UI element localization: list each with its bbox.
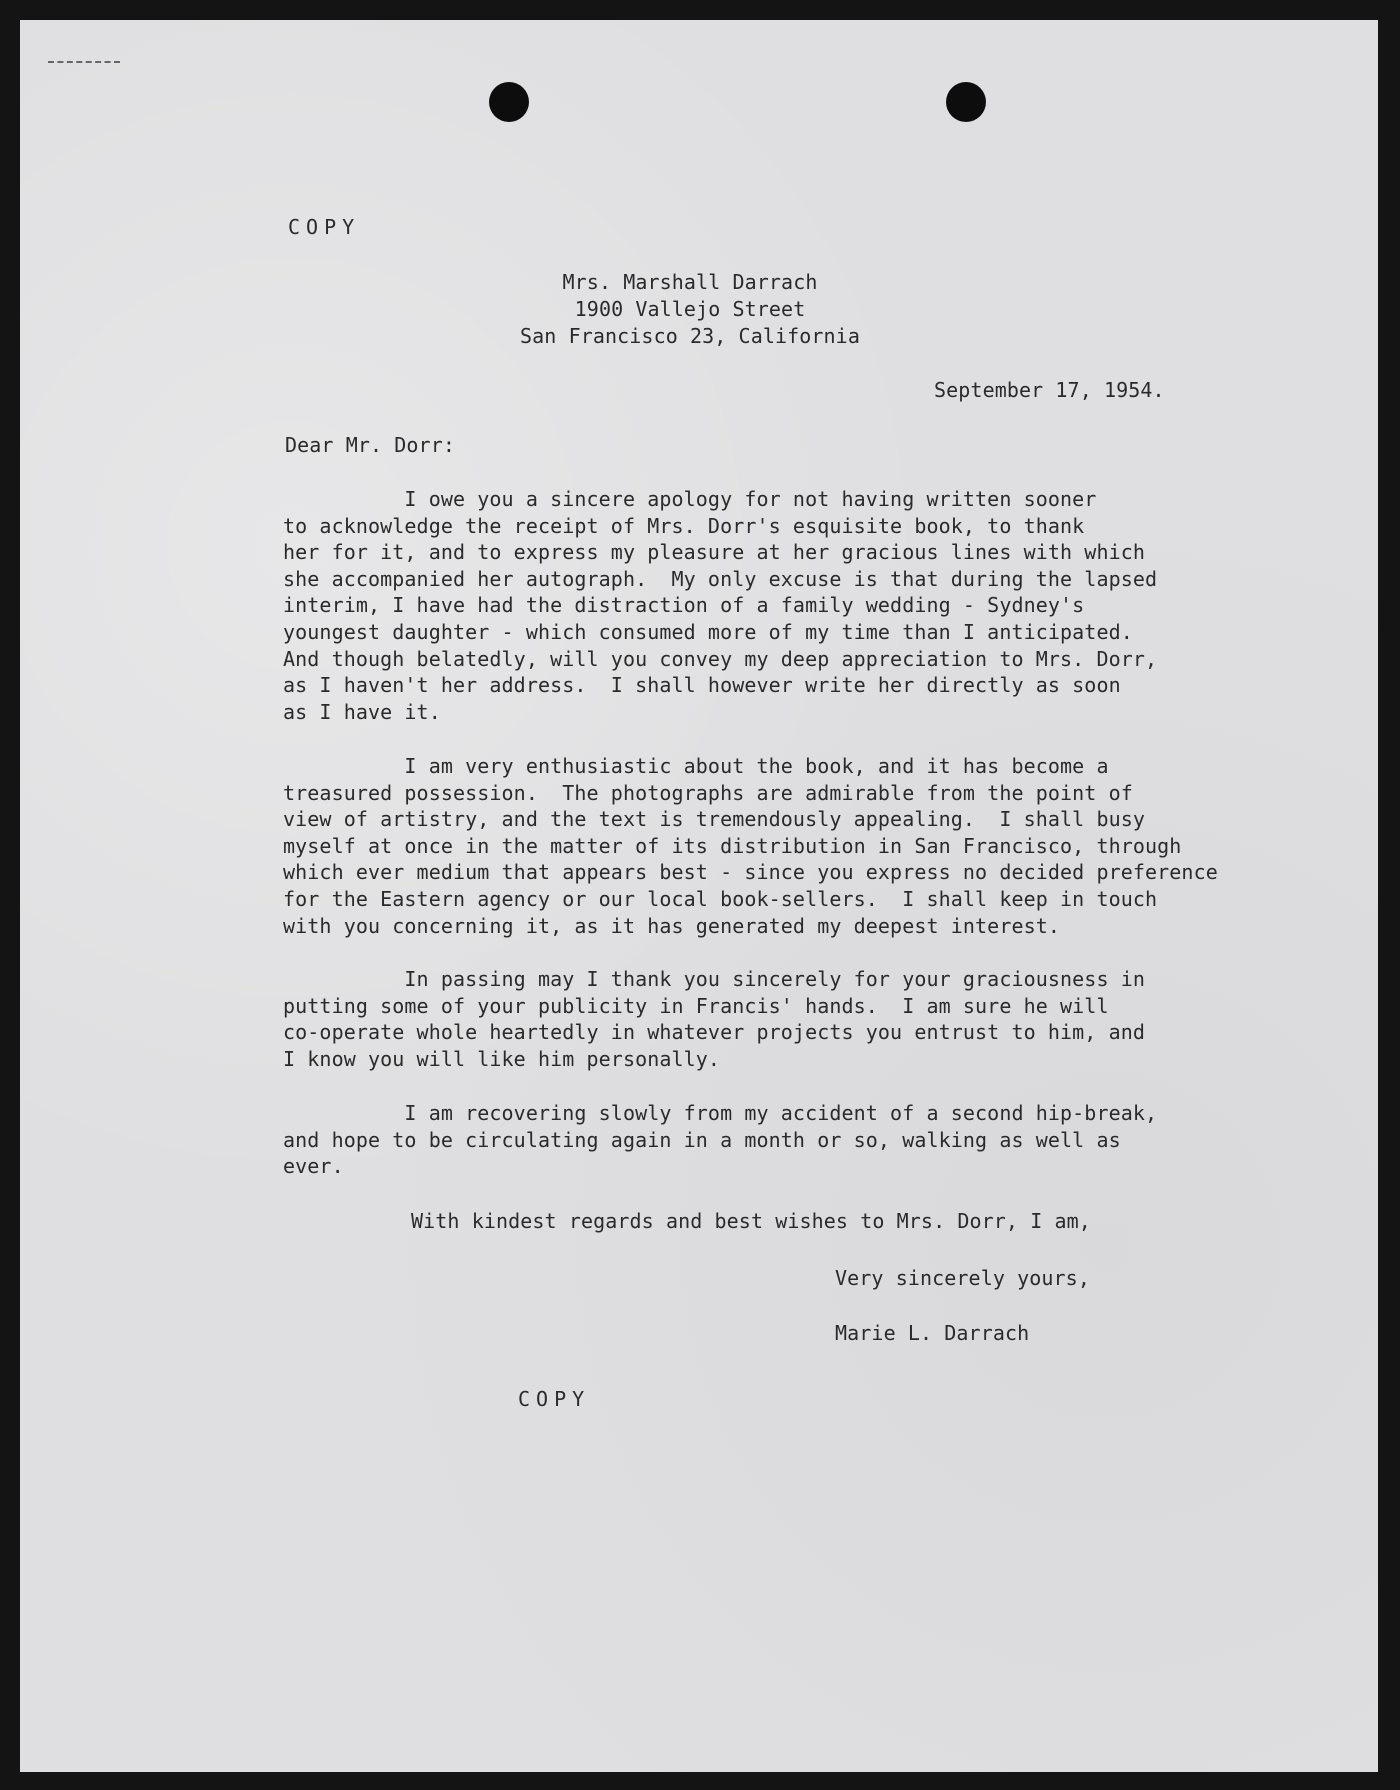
letterhead-street: 1900 Vallejo Street <box>574 297 806 321</box>
letter-page <box>20 20 1378 1772</box>
salutation: Dear Mr. Dorr: <box>285 433 455 457</box>
sign-off: Very sincerely yours, <box>835 1266 1090 1290</box>
letterhead-city: San Francisco 23, California <box>520 324 860 348</box>
punch-hole-icon <box>946 82 986 122</box>
paragraph-1: I owe you a sincere apology for not having written sooner to acknowledge the receipt of Mrs. Dorr's esquisite book, to thank her for it, and to express my pleasure at her gracious lines with which she accompanied her autograph. My only excuse is that during the lapsed interim, I have had the distraction of a family wedding - Sydney's youngest daughter - which consumed more of my time than I anticipated. And though belatedly, will you convey my deep appreciation to Mrs. Dorr, as I haven't her address. I shall however write her directly as soon as I have it. <box>283 487 1158 724</box>
copy-label-bottom: COPY <box>518 1387 591 1411</box>
paragraph-2: I am very enthusiastic about the book, and it has become a treasured possession. The photographs are admirable from the point of view of artistry, and the text is tremendously appealing. I shall busy myself at once in the matter of its distribution in San Francisco, through which ever medium that appears best - since you express no decided preference for the Eastern agency or our local book-sellers. I shall keep in touch with you concerning it, as it has generated my deepest interest. <box>283 754 1218 938</box>
pencil-mark <box>48 61 120 65</box>
closing-line: With kindest regards and best wishes to Mrs. Dorr, I am, <box>411 1209 1091 1233</box>
punch-hole-icon <box>489 82 529 122</box>
paragraph-3: In passing may I thank you sincerely for your graciousness in putting some of your publicity in Francis' hands. I am sure he will co-operate whole heartedly in whatever projects you entrust to him, and I know you will like him personally. <box>283 967 1146 1071</box>
letter-date: September 17, 1954. <box>934 378 1165 402</box>
copy-label-top: COPY <box>288 215 361 239</box>
paragraph-4: I am recovering slowly from my accident of a second hip-break, and hope to be circulating again in a month or so, walking as well as ever. <box>283 1101 1158 1179</box>
signature-name: Marie L. Darrach <box>835 1321 1030 1345</box>
letterhead-name: Mrs. Marshall Darrach <box>562 270 818 294</box>
